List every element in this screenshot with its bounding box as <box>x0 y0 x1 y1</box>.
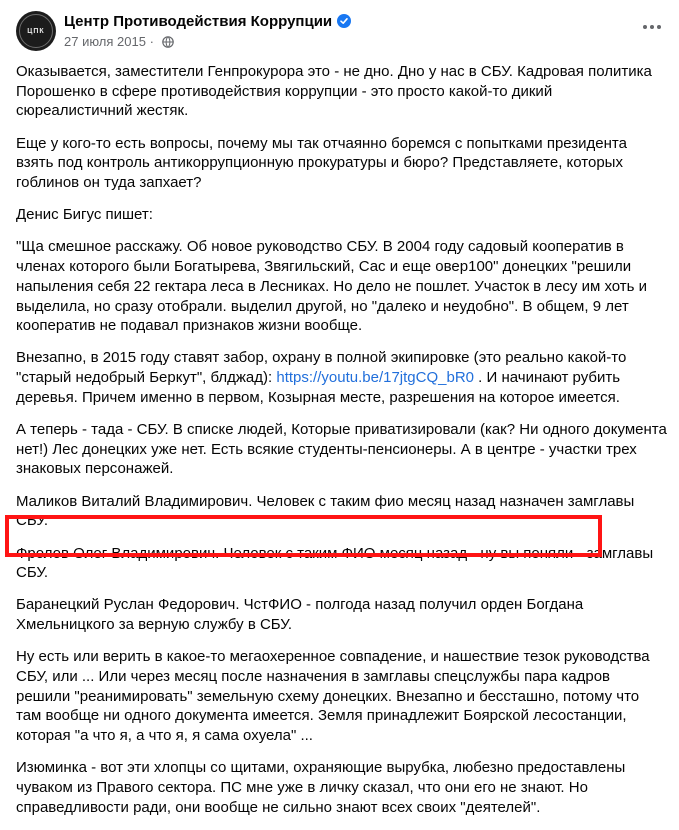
highlighted-paragraph: Баранецкий Руслан Федорович. ЧстФИО - полгода назад получил орден Богдана Хмельницкого за верную службу в СБУ. <box>16 596 584 634</box>
post-header <box>16 11 666 51</box>
more-options-icon[interactable] <box>640 17 664 37</box>
post-date-link[interactable]: 27 июля 2015 <box>64 34 146 49</box>
post-paragraph: Фролов Олег Владимирович. Человек с таким ФИО месяц назад - ну вы поняли - замглавы СБУ. <box>16 544 654 582</box>
meta-separator: · <box>149 34 154 49</box>
post-paragraph: Оказывается, заместители Генпрокурора это - не дно. Дно у нас в СБУ. Кадровая политика Порошенко в сфере противодействия коррупции - это просто какой-то дикий сюреалистичний жестяк. <box>16 63 652 120</box>
youtube-link[interactable]: https://youtu.be/17jtgCQ_bR0 <box>276 369 474 387</box>
paragraph-text: Внезапно, в 2015 году ставят забор, охрану в полной экипировке (это реально какой-то "старый недобрый Беркут", блджад): <box>16 349 627 387</box>
post-meta <box>64 34 174 51</box>
post-paragraph: Еще у кого-то есть вопросы, почему мы так отчаянно боремся с попытками президента взять под контроль антикоррупционную прокуратуры и бюро? Представляете, которых гоблинов он туда запхает? <box>16 134 627 192</box>
post-paragraph: Изюминка - вот эти хлопцы со щитами, охраняющие вырубка, любезно предоставлены чуваком из Правого сектора. ПС мне уже в личку сказал, что они его не знают. Но справедливости ради, они вообще не сильно знают всех своих "деятелей". <box>16 759 626 816</box>
page-name-link[interactable]: Центр Противодействия Коррупции <box>64 13 333 30</box>
post-paragraph: Маликов Виталий Владимирович. Человек с таким фио месяц назад назначен замглавы СБУ. <box>16 492 635 530</box>
verified-badge-icon <box>337 14 351 28</box>
avatar-ring <box>19 14 53 48</box>
globe-icon[interactable] <box>162 36 174 51</box>
avatar-text: ЦПК <box>27 27 45 35</box>
post-body <box>16 62 668 830</box>
paragraph-text: . И начинают рубить деревья. Причем именно в первом, Козырная месте, разрешения на которое имеется. <box>16 369 621 406</box>
post-paragraph: Денис Бигус пишет: <box>16 206 153 224</box>
post-paragraph: "Ща смешное расскажу. Об новое руководство СБУ. В 2004 году садовый кооператив в членах которого были Богатырева, Звягильский, Сас и еще овер100" донецких "решили напыления себя 22 гектара леса в Лесниках. Но дело не пошлет. Участок в лесу им хоть и выделила, но сразу отобрали. выделил другой, но "далеко и неудобно". В общем, 9 лет кооператив не подавал признаков жизни вообще. <box>16 238 648 335</box>
post-paragraph: А теперь - тада - СБУ. В списке людей, Которые приватизировали (как? Ни одного документа нет!) Лес донецких уже нет. Есть всякие студенты-пенсионеры. А в центре - участки трех знаковых персонажей. <box>16 421 667 478</box>
page-name-row <box>64 13 351 30</box>
post-paragraph: Ну есть или верить в какое-то мегаохеренное совпадение, и нашествие тезок руководства СБУ, или ... Или через месяц после назначения в замглавы спецслужбы пара кадров решили "реанимировать" земельную схему донецких. Внезапно и бессташно, потому что там вообще ни одного документа имеется. Земля принадлежит Боярской лесостанции, которая "а что я, а что я, я сама охуела" ... <box>16 648 650 745</box>
page-avatar[interactable] <box>16 11 56 51</box>
post-paragraph-with-link <box>16 348 668 407</box>
